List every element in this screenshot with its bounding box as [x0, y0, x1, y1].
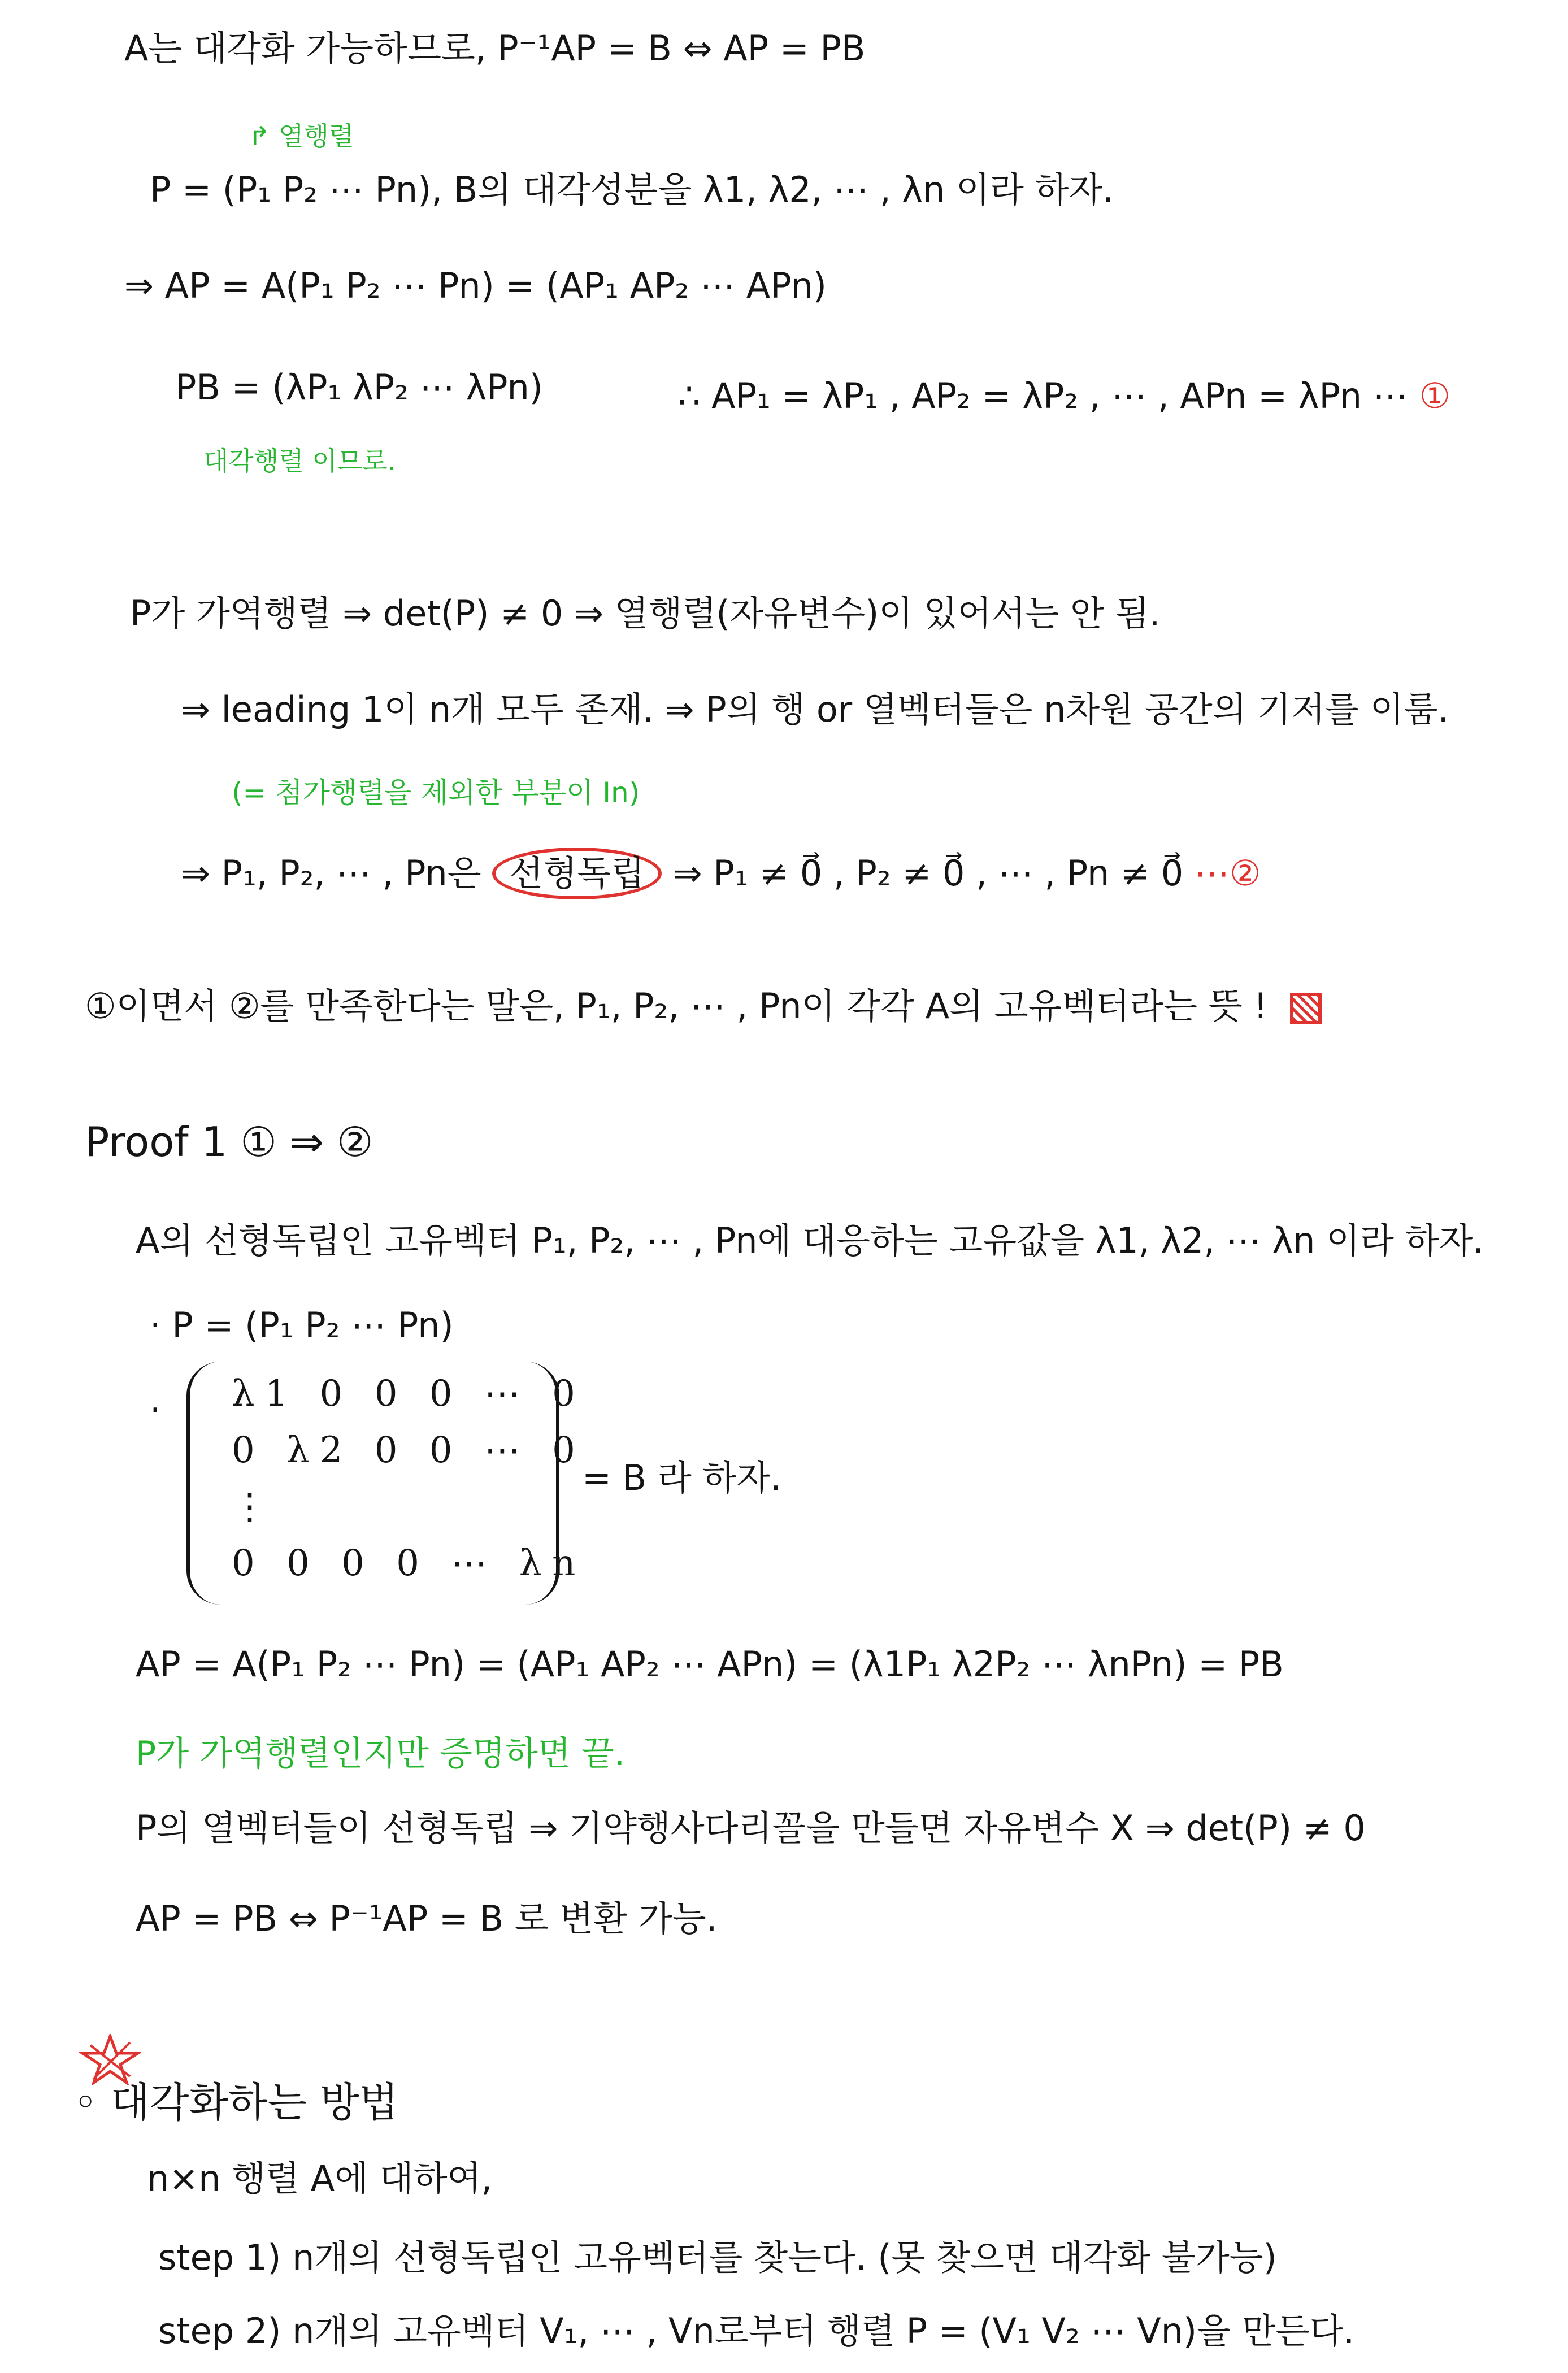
- marker-two: ⋯②: [1194, 853, 1261, 894]
- line-nxn-matrix: n×n 행렬 A에 대하여,: [147, 2158, 493, 2199]
- matrix-left-paren: [186, 1362, 224, 1605]
- matrix-row-2: 0 λ2 0 0 ⋯ 0: [232, 1429, 585, 1471]
- highlight-mark-icon: [1290, 993, 1322, 1024]
- line-linear-independence: [181, 847, 1261, 899]
- line-det-nonzero: P의 열벡터들이 선형독립 ⇒ 기약행사다리꼴을 만들면 자유변수 X ⇒ det(P) ≠ 0: [136, 1807, 1366, 1849]
- proof-heading: Proof 1 ① ⇒ ②: [85, 1118, 373, 1166]
- line-transform: AP = PB ⇔ P⁻¹AP = B 로 변환 가능.: [136, 1898, 718, 1939]
- conclusion-text: ①이면서 ②를 만족한다는 말은, P₁, P₂, ⋯ , Pn이 각각 A의 고유벡터라는 뜻 !: [85, 985, 1268, 1027]
- matrix-bullet: ·: [150, 1389, 161, 1431]
- line-eigenvalues-definition: A의 선형독립인 고유벡터 P₁, P₂, ⋯ , Pn에 대응하는 고유값을 λ1, λ2, ⋯ λn 이라 하자.: [136, 1220, 1484, 1261]
- matrix-right-paren: [522, 1362, 559, 1605]
- circled-linear-independent: 선형독립: [492, 847, 662, 899]
- diagonalization-method-heading: ◦ 대각화하는 방법: [73, 2079, 399, 2126]
- ap-lambda-text: ∴ AP₁ = λP₁ , AP₂ = λP₂ , ⋯ , APn = λPn ⋯: [678, 375, 1408, 416]
- matrix-equals-b: = B 라 하자.: [582, 1457, 781, 1498]
- line-ap-expansion: ⇒ AP = A(P₁ P₂ ⋯ Pn) = (AP₁ AP₂ ⋯ APn): [124, 265, 827, 306]
- line-p-definition: · P = (P₁ P₂ ⋯ Pn): [150, 1305, 454, 1346]
- matrix-row-3: ⋮: [232, 1486, 278, 1528]
- line-p-invertible: P가 가역행렬 ⇒ det(P) ≠ 0 ⇒ 열행렬(자유변수)이 있어서는 안 됨.: [130, 593, 1161, 634]
- marker-one: ①: [1419, 375, 1451, 416]
- matrix-row-4: 0 0 0 0 ⋯ λn: [232, 1542, 586, 1584]
- line-leading-one: ⇒ leading 1이 n개 모두 존재. ⇒ P의 행 or 열벡터들은 n차원 공간의 기저를 이룸.: [181, 689, 1449, 730]
- invertible-proof-note: P가 가역행렬인지만 증명하면 끝.: [136, 1734, 625, 1774]
- matrix-row-1: λ1 0 0 0 ⋯ 0: [232, 1373, 585, 1415]
- diagonal-matrix-note: 대각행렬 이므로.: [203, 446, 396, 476]
- step-2: step 2) n개의 고유벡터 V₁, ⋯ , Vn로부터 행렬 P = (V₁ V₂ ⋯ Vn)을 만든다.: [158, 2310, 1355, 2352]
- column-matrix-note: ↱ 열행렬: [249, 121, 354, 151]
- diagonal-matrix-b: [186, 1362, 586, 1605]
- step-1: step 1) n개의 선형독립인 고유벡터를 찾는다. (못 찾으면 대각화 불가능): [158, 2237, 1277, 2278]
- line-diagonalizable-statement: A는 대각화 가능하므로, P⁻¹AP = B ⇔ AP = PB: [124, 28, 866, 69]
- line-ap-equals-lambda-p: [678, 376, 1450, 416]
- augmented-matrix-note: (= 첨가행렬을 제외한 부분이 In): [232, 776, 640, 809]
- star-scribble-icon: [79, 2034, 141, 2085]
- line-conclusion-eigenvectors: [85, 986, 1322, 1026]
- nonzero-vectors-text: ⇒ P₁ ≠ 0⃗ , P₂ ≠ 0⃗ , ⋯ , Pn ≠ 0⃗: [672, 853, 1184, 894]
- p-vectors-text: ⇒ P₁, P₂, ⋯ , Pn은: [181, 853, 481, 894]
- line-ap-equals-pb: AP = A(P₁ P₂ ⋯ Pn) = (AP₁ AP₂ ⋯ APn) = (λ1P₁ λ2P₂ ⋯ λnPn) = PB: [136, 1644, 1284, 1685]
- line-pb-expansion: PB = (λP₁ λP₂ ⋯ λPn): [175, 367, 543, 408]
- line-define-p-and-eigenvalues: P = (P₁ P₂ ⋯ Pn), B의 대각성분을 λ1, λ2, ⋯ , λn 이라 하자.: [150, 169, 1114, 210]
